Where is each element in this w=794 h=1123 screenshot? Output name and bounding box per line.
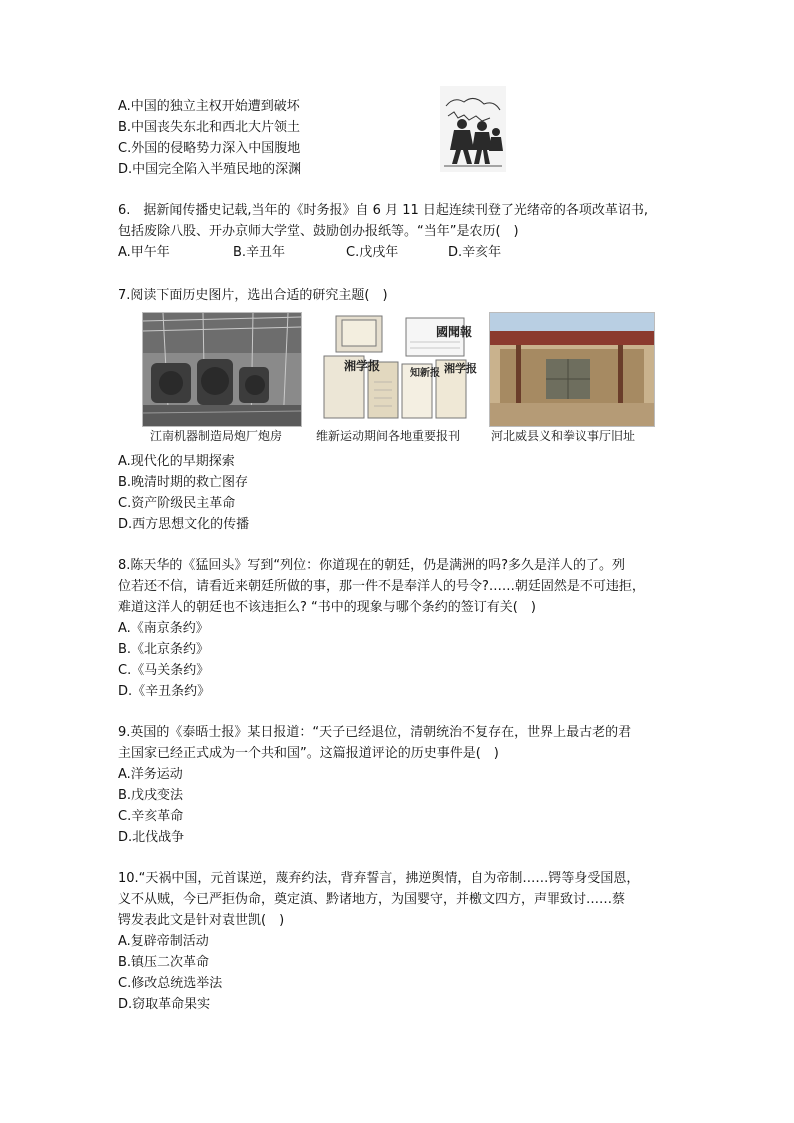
- q9-option-c[interactable]: C.辛亥革命: [118, 809, 184, 824]
- q8-option-b[interactable]: B.《北京条约》: [118, 642, 210, 657]
- q6-option-b[interactable]: B.辛丑年: [233, 245, 286, 260]
- newspaper-title-1: 湘学报: [344, 359, 381, 373]
- boxer-hall-photo: [489, 312, 655, 427]
- q8-option-d[interactable]: D.《辛丑条约》: [118, 684, 211, 699]
- q6-option-c[interactable]: C.戊戌年: [346, 245, 399, 260]
- q10-option-b[interactable]: B.镇压二次革命: [118, 955, 210, 970]
- q6-option-a[interactable]: A.甲午年: [118, 245, 170, 260]
- q7-caption-2: 维新运动期间各地重要报刊: [316, 429, 461, 443]
- q9-option-b[interactable]: B.戊戌变法: [118, 788, 184, 803]
- q10-stem-line-3: 锷发表此文是针对袁世凯( ): [118, 913, 285, 928]
- q8-stem-line-3: 难道这洋人的朝廷也不该违拒么? “书中的现象与哪个条约的签订有关( ): [118, 600, 536, 615]
- q9-stem-line-1: 9.英国的《泰晤士报》某日报道：“天子已经退位，清朝统治不复存在，世界上最古老的君: [118, 725, 632, 740]
- q8-stem-line-1: 8.陈天华的《猛回头》写到“列位：你道现在的朝廷，仍是满洲的吗?多久是洋人的了。列: [118, 558, 626, 573]
- q7-caption-3: 河北威县义和拳议事厅旧址: [491, 429, 636, 443]
- q7-option-a[interactable]: A.现代化的早期探索: [118, 454, 235, 469]
- q7-stem: 7.阅读下面历史图片，选出合适的研究主题( ): [118, 288, 388, 303]
- q5-option-a[interactable]: A.中国的独立主权开始遭到破坏: [118, 99, 300, 114]
- q5-option-c[interactable]: C.外国的侵略势力深入中国腹地: [118, 141, 301, 156]
- q10-option-c[interactable]: C.修改总统选举法: [118, 976, 223, 991]
- q7-caption-1: 江南机器制造局炮厂炮房: [150, 429, 283, 443]
- q5-option-d[interactable]: D.中国完全陷入半殖民地的深渊: [118, 162, 302, 177]
- q9-stem-line-2: 主国家已经正式成为一个共和国”。这篇报道评论的历史事件是( ): [118, 746, 499, 761]
- q8-option-c[interactable]: C.《马关条约》: [118, 663, 210, 678]
- arsenal-factory-photo: [142, 312, 302, 427]
- q9-option-d[interactable]: D.北伐战争: [118, 830, 185, 845]
- q7-option-c[interactable]: C.资产阶级民主革命: [118, 496, 236, 511]
- q10-option-a[interactable]: A.复辟帝制活动: [118, 934, 209, 949]
- reform-newspapers-photo: [318, 312, 477, 425]
- q6-stem-line-2: 包括废除八股、开办京师大学堂、鼓励创办报纸等。“当年”是农历( ): [118, 224, 519, 239]
- q8-stem-line-2: 位若还不信，请看近来朝廷所做的事，那一件不是奉洋人的号令?……朝廷固然是不可违拒，: [118, 579, 645, 594]
- q7-option-d[interactable]: D.西方思想文化的传播: [118, 517, 250, 532]
- q5-cartoon-image: [440, 86, 506, 172]
- q6-option-d[interactable]: D.辛亥年: [448, 245, 502, 260]
- q7-option-b[interactable]: B.晚清时期的救亡图存: [118, 475, 249, 490]
- newspaper-title-4: 國聞報: [436, 325, 473, 339]
- q9-option-a[interactable]: A.洋务运动: [118, 767, 183, 782]
- newspaper-title-2: 知新报: [410, 368, 440, 379]
- q8-option-a[interactable]: A.《南京条约》: [118, 621, 209, 636]
- q10-stem-line-2: 义不从贼，今已严拒伪命，奠定滇、黔诸地方，为国婴守，并檄文四方，声罪致讨……蔡: [118, 892, 626, 907]
- q10-option-d[interactable]: D.窃取革命果实: [118, 997, 211, 1012]
- newspaper-title-3: 湘学报: [444, 362, 477, 375]
- q6-stem-line-1: 6. 据新闻传播史记载,当年的《时务报》自 6 月 11 日起连续刊登了光绪帝的各项改革诏书,: [118, 203, 649, 218]
- q5-option-b[interactable]: B.中国丧失东北和西北大片领土: [118, 120, 301, 135]
- q10-stem-line-1: 10.“天祸中国，元首谋逆，蔑弃约法，背弃誓言，拂逆舆情，自为帝制……锷等身受国恩，: [118, 871, 640, 886]
